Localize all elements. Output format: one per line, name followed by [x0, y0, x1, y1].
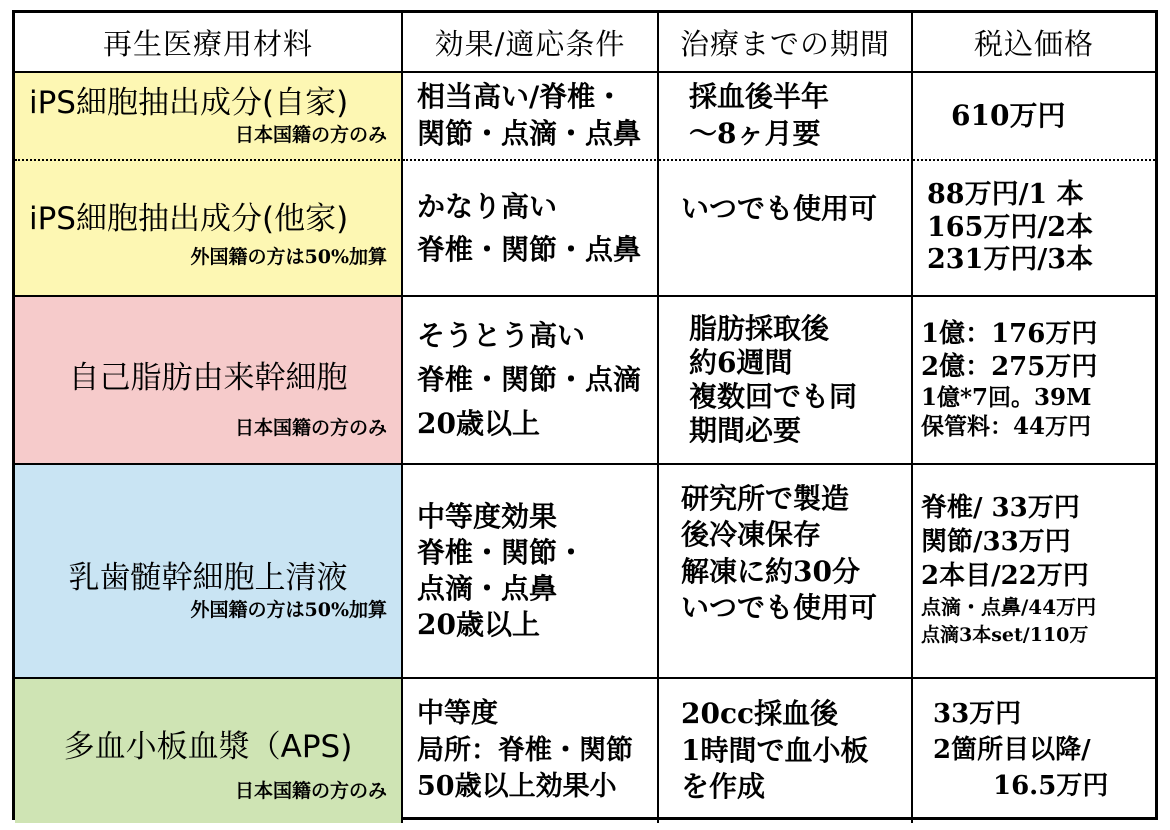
effect-line: 脊椎・関節・点鼻 [417, 233, 642, 266]
header-period: 治療までの期間 [659, 13, 913, 73]
period-line: 後冷凍保存 [681, 518, 822, 552]
row-ips-allogeneic-material [15, 161, 403, 297]
row-ips-allogeneic-effect [403, 161, 659, 297]
price-line: 610万円 [951, 98, 1066, 132]
period-line: 解凍に約30分 [681, 554, 860, 588]
period-line: 複数回でも同 [689, 380, 858, 413]
header-price: 税込価格 [913, 13, 1155, 73]
period-line: いつでも使用可 [681, 192, 878, 225]
row-prp-aps-period [659, 679, 913, 823]
effect-line: かなり高い [417, 189, 558, 223]
row-ips-autologous-period [659, 73, 913, 161]
period-line: 約6週間 [689, 345, 793, 379]
price-line: 165万円/2本 [927, 211, 1094, 243]
effect-line: 中等度 [417, 697, 498, 729]
price-line: 2億：275万円 [921, 352, 1098, 383]
material-name: 乳歯髄幹細胞上清液 [68, 560, 348, 597]
material-name: 多血小板血漿（APS) [63, 729, 353, 766]
row-ips-allogeneic-price [913, 161, 1155, 297]
price-line: 231万円/3本 [927, 244, 1094, 276]
material-note: 日本国籍の方のみ [234, 417, 387, 440]
price-line: 1億*7回。39M [921, 383, 1092, 411]
row-adipose-stem-cell-material [15, 297, 403, 465]
effect-line: 20歳以上 [417, 607, 540, 641]
price-line: 点滴3本set/110万 [921, 624, 1089, 647]
period-line: ～8ヶ月要 [689, 117, 821, 150]
material-note: 外国籍の方は50%加算 [190, 599, 387, 622]
row-dental-pulp-supernatant-material [15, 465, 403, 679]
effect-line: 脊椎・関節・点滴 [417, 362, 642, 396]
effect-line: 中等度効果 [417, 500, 558, 534]
period-line: 20cc採血後 [681, 697, 839, 731]
header-effect: 効果/適応条件 [403, 13, 659, 73]
effect-line: 点滴・点鼻 [417, 572, 558, 605]
effect-line: 脊椎・関節・ [417, 536, 586, 570]
price-line: 保管料：44万円 [921, 412, 1092, 440]
effect-line: 相当高い/脊椎・ [417, 80, 624, 114]
period-line: いつでも使用可 [681, 591, 878, 625]
price-line: 2本目/22万円 [921, 560, 1089, 591]
row-ips-autologous-material [15, 73, 403, 161]
period-line: を作成 [681, 770, 766, 804]
row-ips-allogeneic-period [659, 161, 913, 297]
row-dental-pulp-supernatant-effect [403, 465, 659, 679]
price-line: 2箇所目以降/ [933, 735, 1091, 766]
row-adipose-stem-cell-period [659, 297, 913, 465]
price-line: 1億：176万円 [921, 319, 1098, 350]
material-name: 自己脂肪由来幹細胞 [68, 360, 348, 397]
price-line: 33万円 [933, 699, 1022, 730]
period-line: 研究所で製造 [681, 482, 850, 515]
row-prp-aps-material [15, 679, 403, 823]
row-dental-pulp-supernatant-price [913, 465, 1155, 679]
period-line: 期間必要 [689, 414, 802, 448]
row-adipose-stem-cell-price [913, 297, 1155, 465]
period-line: 脂肪採取後 [689, 311, 830, 345]
treatment-price-table [12, 10, 1158, 820]
row-prp-aps-effect [403, 679, 659, 823]
material-note: 日本国籍の方のみ [234, 780, 387, 803]
row-ips-autologous-price [913, 73, 1155, 161]
row-dental-pulp-supernatant-period [659, 465, 913, 679]
price-line: 脊椎/ 33万円 [921, 493, 1080, 524]
period-line: 採血後半年 [689, 80, 830, 114]
row-ips-autologous-effect [403, 73, 659, 161]
price-line: 関節/33万円 [921, 526, 1071, 557]
row-prp-aps-price [913, 679, 1155, 823]
row-adipose-stem-cell-effect [403, 297, 659, 465]
effect-line: そうとう高い [417, 318, 586, 352]
effect-line: 20歳以上 [417, 407, 540, 441]
material-note: 日本国籍の方のみ [234, 124, 387, 147]
effect-line: 局所：脊椎・関節 [417, 734, 633, 766]
header-material: 再生医療用材料 [15, 13, 403, 73]
effect-line: 50歳以上効果小 [417, 771, 617, 803]
price-line: 点滴・点鼻/44万円 [921, 595, 1097, 620]
effect-line: 関節・点滴・点鼻 [417, 117, 642, 150]
price-line: 88万円/1 本 [927, 178, 1084, 210]
material-note: 外国籍の方は50%加算 [190, 246, 387, 269]
material-name: iPS細胞抽出成分(自家) [29, 85, 349, 122]
material-name: iPS細胞抽出成分(他家) [29, 201, 349, 238]
period-line: 1時間で血小板 [681, 733, 869, 767]
price-line: 16.5万円 [993, 770, 1109, 801]
